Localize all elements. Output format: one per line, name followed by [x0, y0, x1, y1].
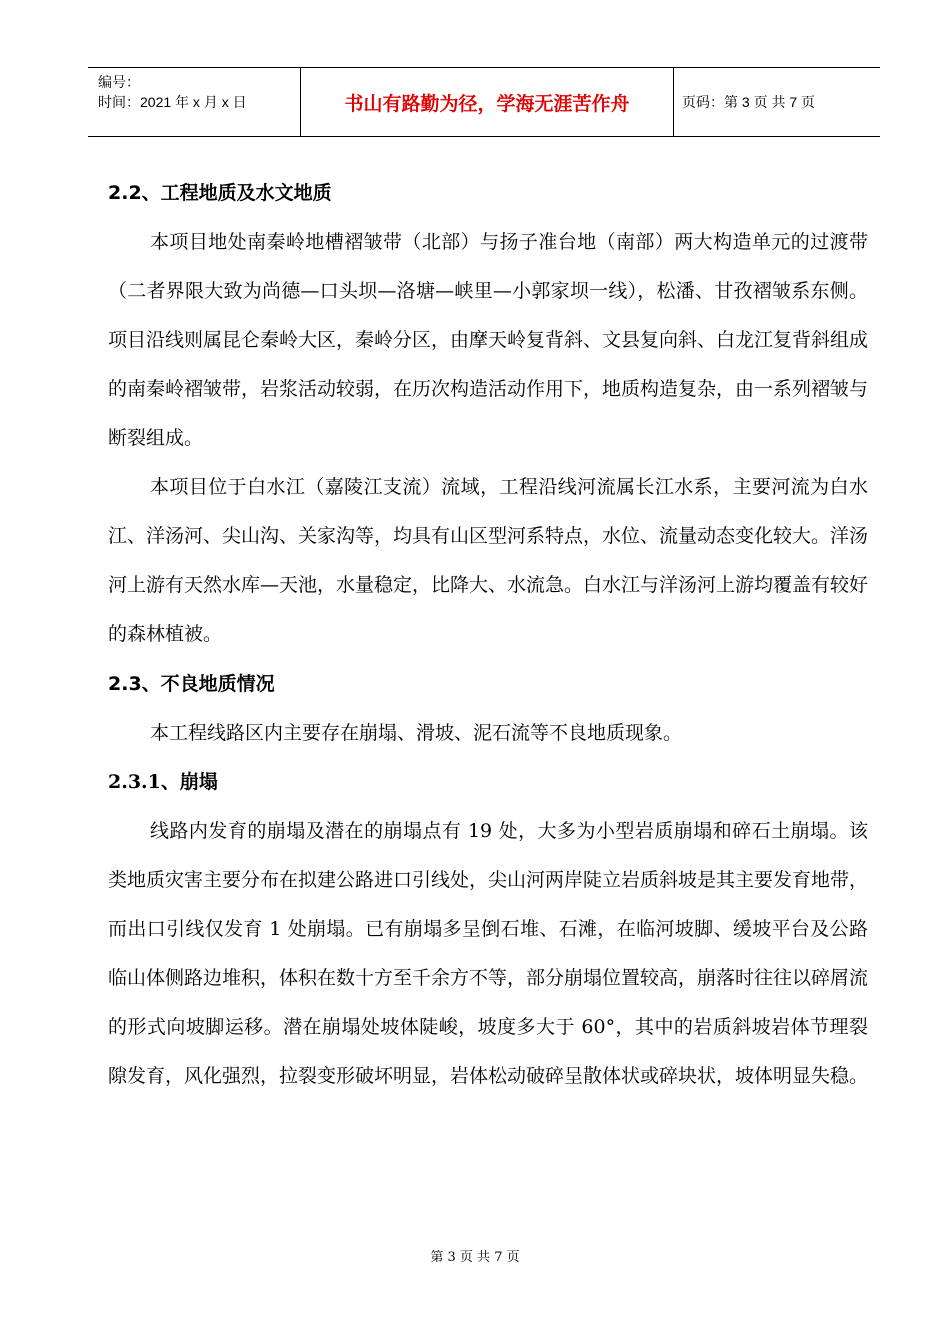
header-motto: 书山有路勤为径，学海无涯苦作舟: [301, 68, 674, 137]
page-header: [88, 67, 880, 137]
document-number-label: 编号：: [98, 74, 140, 90]
section-heading-2-3-1: 2.3.1、崩塌: [108, 771, 218, 793]
page-footer: 第 3 页 共 7 页: [430, 1250, 520, 1265]
document-body: [108, 168, 868, 1101]
paragraph-hydrology: 本项目位于白水江（嘉陵江支流）流域，工程沿线河流属长江水系，主要河流为白水江、洋汤河、尖山沟、关家沟等，均具有山区型河系特点，水位、流量动态变化较大。洋汤河上游有天然水库—天池，水量稳定，比降大、水流急。白水江与洋汤河上游均覆盖有较好的森林植被。: [108, 476, 869, 645]
section-heading-2-2: 2.2、工程地质及水文地质: [108, 182, 332, 204]
document-date: 时间：2021 年 x 月 x 日: [98, 94, 247, 110]
paragraph-adverse-geology: 本工程线路区内主要存在崩塌、滑坡、泥石流等不良地质现象。: [150, 722, 683, 744]
header-page-number: 页码：第 3 页 共 7 页: [674, 68, 881, 137]
header-meta-cell: [88, 68, 301, 137]
paragraph-collapse: 线路内发育的崩塌及潜在的崩塌点有 19 处，大多为小型岩质崩塌和碎石土崩塌。该类地质灾害主要分布在拟建公路进口引线处，尖山河两岸陡立岩质斜坡是其主要发育地带，而出口引线仅发育 1 处崩塌。已有崩塌多呈倒石堆、石滩，在临河坡脚、缓坡平台及公路临山体侧路边堆积，体积在数十方至千余方不等，部分崩塌位置较高，崩落时往往以碎屑流的形式向坡脚运移。潜在崩塌处坡体陡峻，坡度多大于 60°，其中的岩质斜坡岩体节理裂隙发育，风化强烈，拉裂变形破坏明显，岩体松动破碎呈散体状或碎块状，坡体明显失稳。: [108, 820, 869, 1087]
section-heading-2-3: 2.3、不良地质情况: [108, 673, 275, 695]
paragraph-geology: 本项目地处南秦岭地槽褶皱带（北部）与扬子准台地（南部）两大构造单元的过渡带（二者界限大致为尚德—口头坝—洛塘—峡里—小郭家坝一线），松潘、甘孜褶皱系东侧。项目沿线则属昆仑秦岭大区，秦岭分区，由摩天岭复背斜、文县复向斜、白龙江复背斜组成的南秦岭褶皱带，岩浆活动较弱，在历次构造活动作用下，地质构造复杂，由一系列褶皱与断裂组成。: [108, 231, 869, 449]
